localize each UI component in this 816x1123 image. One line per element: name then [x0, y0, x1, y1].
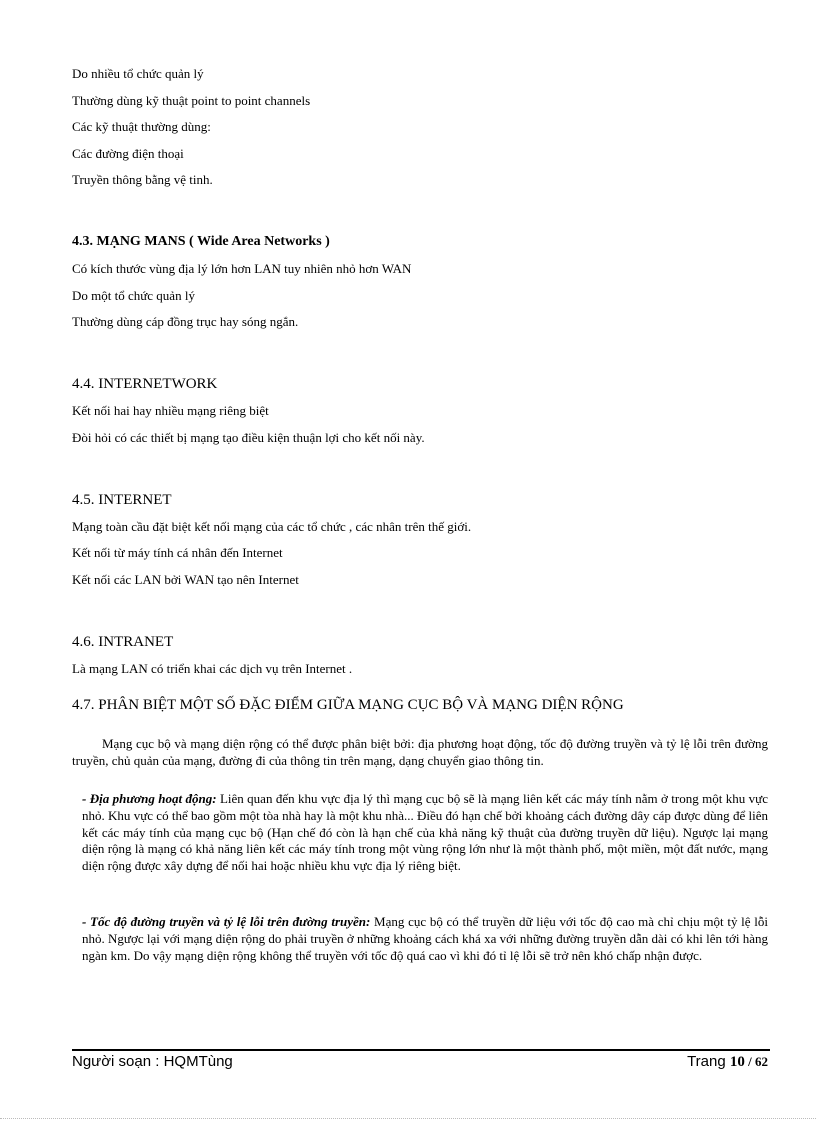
mans-item: Có kích thước vùng địa lý lớn hơn LAN tuy nhiên nhỏ hơn WAN — [72, 261, 412, 276]
wan-item: Các kỹ thuật thường dùng: — [72, 119, 211, 134]
internet-item: Kết nối từ máy tính cá nhân đến Internet — [72, 545, 283, 560]
page-edge — [0, 1118, 816, 1119]
wan-item: Do nhiều tổ chức quản lý — [72, 66, 204, 81]
section-heading-intranet: 4.6. INTRANET — [72, 634, 174, 650]
wan-item: Truyền thông bằng vệ tinh. — [72, 172, 213, 187]
wan-item: Thường dùng kỹ thuật point to point channels — [72, 93, 311, 108]
internet-item: Kết nối các LAN bởi WAN tạo nên Internet — [72, 572, 299, 587]
footer-page-number — [687, 1053, 768, 1071]
footer-divider — [72, 1049, 770, 1051]
intranet-item: Là mạng LAN có triển khai các dịch vụ trên Internet . — [72, 661, 353, 676]
internetwork-item: Kết nối hai hay nhiều mạng riêng biệt — [72, 403, 269, 418]
section-heading-mans: 4.3. MẠNG MANS ( Wide Area Networks ) — [72, 234, 330, 249]
mans-item: Thường dùng cáp đồng trục hay sóng ngắn. — [72, 314, 299, 329]
paragraph-lead: - Địa phương hoạt động: — [82, 791, 217, 806]
internet-item: Mạng toàn cầu đặt biệt kết nối mạng của các tổ chức , các nhân trên thế giới. — [72, 519, 472, 534]
page-label: Trang — [687, 1053, 730, 1070]
mans-item: Do một tổ chức quản lý — [72, 288, 195, 303]
page-total: / 62 — [744, 1054, 768, 1069]
internetwork-item: Đòi hỏi có các thiết bị mạng tạo điều kiện thuận lợi cho kết nối này. — [72, 430, 425, 445]
section-heading-distinguish: 4.7. PHÂN BIỆT MỘT SỐ ĐẶC ĐIỂM GIỮA MẠNG CỤC BỘ VÀ MẠNG DIỆN RỘNG — [72, 697, 624, 713]
wan-item: Các đường điện thoại — [72, 146, 184, 161]
paragraph-area — [72, 791, 768, 875]
section-heading-internetwork: 4.4. INTERNETWORK — [72, 376, 218, 392]
footer-author: Người soạn : HQMTùng — [72, 1053, 233, 1070]
paragraph-body: Mạng cục bộ có thể truyền dữ liệu với tốc độ cao mà chỉ chịu một tỷ lệ lỗi nhỏ. Ngược lại với mạng diện rộng do phải truyền ở những khoảng cách khá xa với những đường truyền dẫn dài có khi lên tới hàng ngàn km. Do vậy mạng diện rộng không thể truyền với tốc độ quá cao vì khi đó tỉ lệ lỗi sẽ trở nên khó chấp nhận được. — [82, 914, 768, 963]
distinguish-intro: Mạng cục bộ và mạng diện rộng có thể được phân biệt bởi: địa phương hoạt động, tốc độ đường truyền và tỷ lệ lỗi trên đường truyền, chủ quản của mạng, đường đi của thông tin trên mạng, dạng chuyển giao thông tin. — [72, 736, 768, 768]
section-heading-internet: 4.5. INTERNET — [72, 492, 172, 508]
page-current: 10 — [729, 1054, 745, 1070]
paragraph-lead: - Tốc độ đường truyền và tỷ lệ lỗi trên đường truyền: — [82, 914, 371, 929]
paragraph-speed — [72, 914, 768, 964]
paragraph-body: Liên quan đến khu vực địa lý thì mạng cục bộ sẽ là mạng liên kết các máy tính nằm ở trong một khu vực nhỏ. Khu vực có thể bao gồm một tòa nhà hay là một khu nhà... Điều đó hạn chế bởi khoảng cách đường dây cáp được dùng để liên kết các máy tính của mạng cục bộ (Hạn chế đó còn là hạn chế của khả năng kỹ thuật của đường truyền dữ liệu). Ngược lại mạng diện rộng là mạng có khả năng liên kết các máy tính trong một vùng rộng lớn như là một thành phố, một miền, một đất nước, mạng diện rộng được xây dựng để nối hai hoặc nhiều khu vực địa lý riêng biệt. — [82, 791, 768, 874]
